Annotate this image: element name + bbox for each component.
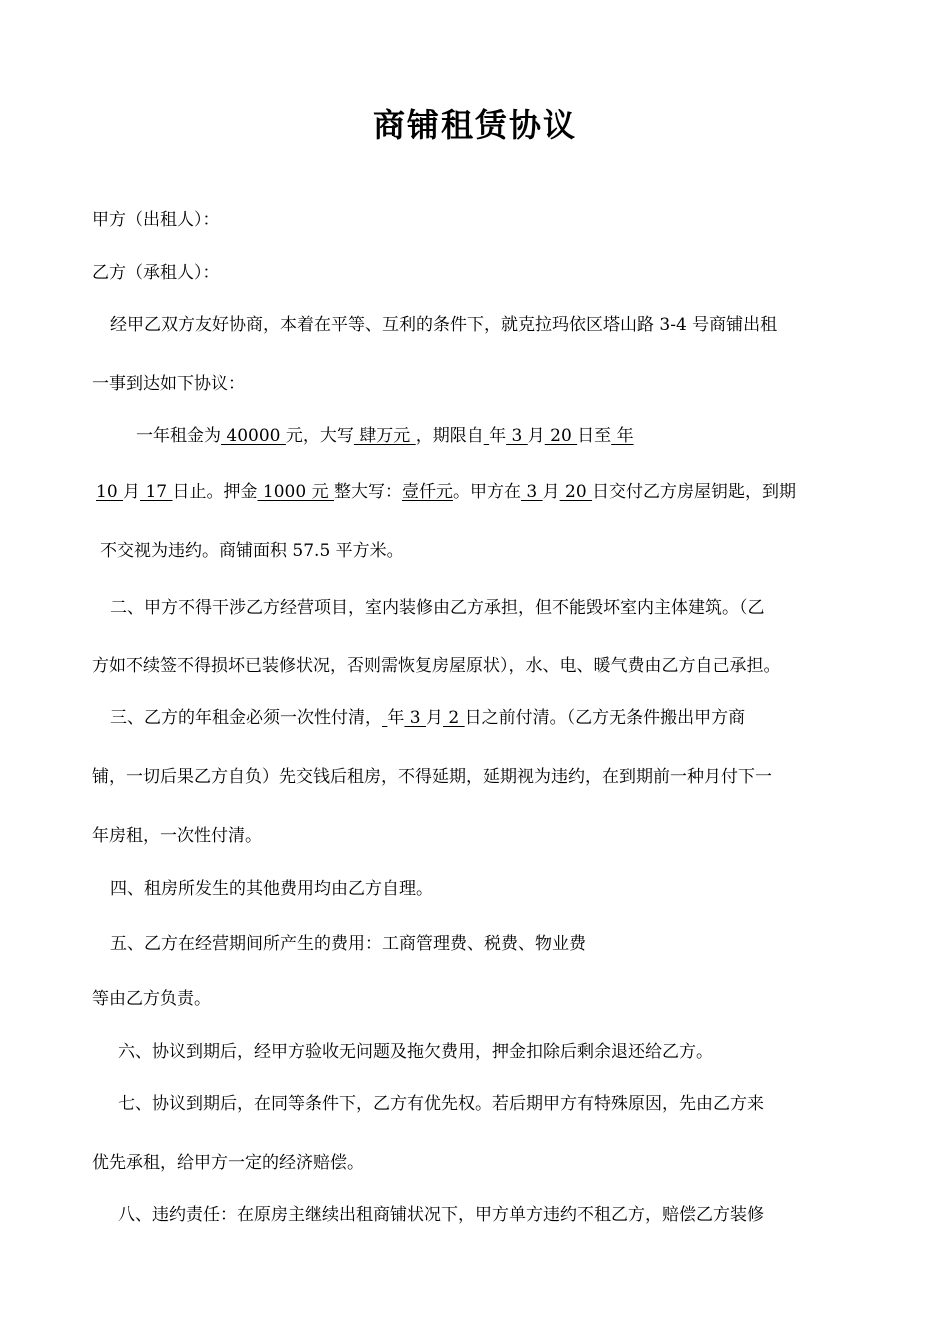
clause-7-line-1: 七、协议到期后，在同等条件下，乙方有优先权。若后期甲方有特殊原因，先由乙方来 (118, 1094, 764, 1114)
clause-7-line-2: 优先承租，给甲方一定的经济赔偿。 (92, 1153, 364, 1173)
rent-amount-words: 肆万元 (353, 426, 416, 446)
end-year: 年 (611, 426, 634, 446)
text: 。甲方在 (452, 482, 521, 502)
text: 整大写： (333, 482, 402, 502)
clause-4: 四、租房所发生的其他费用均由乙方自理。 (110, 879, 433, 899)
clause-1-line-3: 不交视为违约。商铺面积 57.5 平方米。 (100, 541, 404, 561)
clause-5-line-2: 等由乙方负责。 (92, 989, 211, 1009)
text: 三、乙方的年租金必须一次性付清， (110, 708, 382, 728)
payment-day: 2 (443, 708, 465, 728)
document-title: 商铺租赁协议 (372, 106, 577, 144)
clause-3-line-1 (110, 706, 745, 730)
text: 日止。押金 (172, 482, 258, 502)
payment-month: 3 (404, 708, 427, 728)
text: 年 (387, 708, 405, 728)
start-day: 20 (544, 426, 578, 446)
text: 年 (489, 426, 507, 446)
clause-3-line-2: 铺，一切后果乙方自负）先交钱后租房，不得延期，延期视为违约，在到期前一种月付下一 (92, 767, 772, 787)
deposit-amount-words: 壹仟元 (401, 482, 453, 502)
party-b-line: 乙方（承租人）： (92, 263, 220, 283)
clause-5-line-1: 五、乙方在经营期间所产生的费用：工商管理费、税费、物业费 (110, 934, 586, 954)
clause-2-line-2: 方如不续签不得损坏已装修状况，否则需恢复房屋原状），水、电、暖气费由乙方自己承担。 (92, 656, 781, 676)
clause-1-line-1 (136, 424, 634, 448)
text: ，期限自 (415, 426, 484, 446)
text: 日交付乙方房屋钥匙，到期 (592, 482, 797, 502)
deposit-amount: 1000 元 (257, 482, 334, 502)
party-a-line: 甲方（出租人）： (92, 210, 220, 230)
end-day: 17 (140, 482, 173, 502)
clause-1-line-2 (96, 480, 796, 504)
rent-amount: 40000 (221, 426, 286, 446)
clause-8-line-1: 八、违约责任：在原房主继续出租商铺状况下，甲方单方违约不租乙方，赔偿乙方装修 (118, 1205, 764, 1225)
start-month: 3 (506, 426, 528, 446)
text: 月 (123, 482, 141, 502)
text: 月 (542, 482, 560, 502)
text: 一年租金为 (136, 426, 221, 446)
clause-6: 六、协议到期后，经甲方验收无问题及拖欠费用，押金扣除后剩余退还给乙方。 (118, 1042, 713, 1062)
clause-2-line-1: 二、甲方不得干涉乙方经营项目，室内装修由乙方承担，但不能毁坏室内主体建筑。（乙 (110, 598, 765, 618)
text: 元，大写 (285, 426, 354, 446)
text: 月 (426, 708, 444, 728)
clause-3-line-3: 年房租，一次性付清。 (92, 826, 262, 846)
key-handover-day: 20 (559, 482, 593, 502)
text: 日之前付清。（乙方无条件搬出甲方商 (464, 708, 746, 728)
end-month: 10 (96, 482, 124, 502)
intro-line-1: 经甲乙双方友好协商，本着在平等、互利的条件下，就克拉玛依区塔山路 3-4 号商铺出租 (110, 315, 778, 335)
key-handover-month: 3 (520, 482, 543, 502)
text: 日至 (577, 426, 612, 446)
text: 月 (527, 426, 545, 446)
intro-line-2: 一事到达如下协议： (92, 374, 245, 394)
